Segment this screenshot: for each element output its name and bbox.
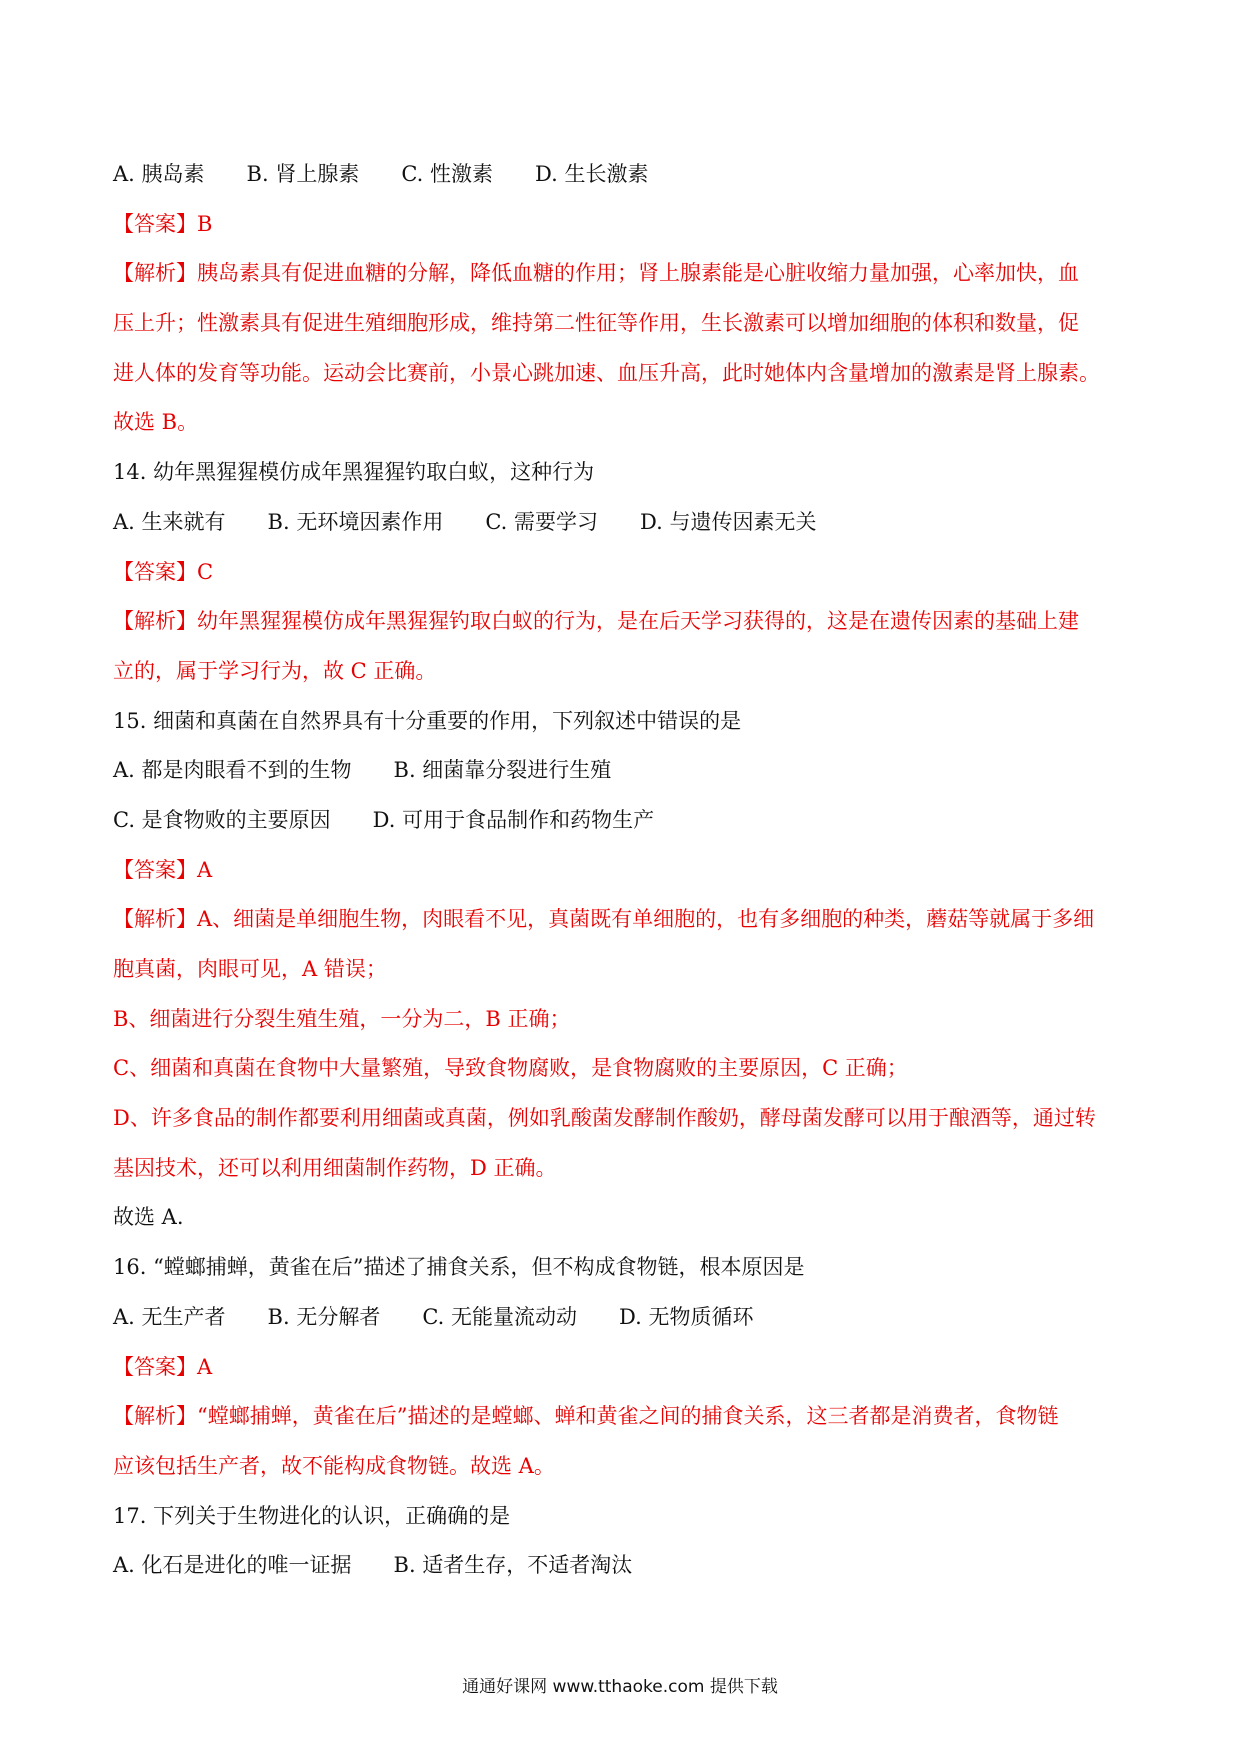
question-line: 15. 细菌和真菌在自然界具有十分重要的作用，下列叙述中错误的是 — [113, 708, 742, 733]
analysis-line: 故选 B。 — [113, 410, 199, 435]
analysis-line: 立的，属于学习行为，故 C 正确。 — [113, 658, 437, 683]
answer-option: B. 细菌靠分裂进行生殖 — [393, 758, 612, 783]
page-footer: 通通好课网 www.tthaoke.com 提供下载 — [462, 1677, 778, 1697]
answer-option: A. 都是肉眼看不到的生物 — [113, 758, 352, 783]
question-line: 16. “螳螂捕蝉，黄雀在后”描述了捕食关系，但不构成食物链，根本原因是 — [113, 1255, 805, 1280]
answer-option: C. 性激素 — [401, 162, 493, 186]
option-row — [113, 1541, 1128, 1591]
answer-option: A. 化石是进化的唯一证据 — [113, 1553, 352, 1578]
answer-option: B. 肾上腺素 — [246, 162, 360, 186]
analysis-line: 基因技术，还可以利用细菌制作药物，D 正确。 — [113, 1155, 557, 1180]
analysis-line: 应该包括生产者，故不能构成食物链。故选 A。 — [113, 1453, 555, 1478]
analysis-line: D、许多食品的制作都要利用细菌或真菌，例如乳酸菌发酵制作酸奶，酵母菌发酵可以用于酿酒等，通过转 — [113, 1106, 1096, 1131]
analysis-line: C、细菌和真菌在食物中大量繁殖，导致食物腐败，是食物腐败的主要原因，C 正确； — [113, 1056, 908, 1081]
answer-option: A. 胰岛素 — [113, 162, 205, 186]
document-body — [113, 150, 1128, 1591]
analysis-line: 【解析】A、细菌是单细胞生物，肉眼看不见，真菌既有单细胞的，也有多细胞的种类，蘑菇等就属于多细 — [113, 907, 1095, 932]
question-line: 14. 幼年黑猩猩模仿成年黑猩猩钓取白蚁，这种行为 — [113, 460, 595, 485]
answer-line: 【答案】C — [113, 559, 214, 584]
answer-option: A. 无生产者 — [113, 1304, 226, 1329]
answer-option: B. 无环境因素作用 — [267, 509, 444, 534]
option-row — [113, 1293, 1128, 1343]
analysis-line: 胞真菌，肉眼可见，A 错误； — [113, 957, 387, 981]
answer-option: C. 需要学习 — [485, 509, 598, 534]
answer-line: 【答案】A — [113, 1354, 213, 1379]
answer-option: D. 可用于食品制作和药物生产 — [372, 807, 655, 832]
option-row — [113, 498, 1128, 548]
answer-option: D. 与遗传因素无关 — [640, 509, 817, 534]
analysis-line: 【解析】胰岛素具有促进血糖的分解，降低血糖的作用；肾上腺素能是心脏收缩力量加强，心率加快，血 — [113, 261, 1079, 286]
option-row — [113, 746, 1128, 796]
answer-option: A. 生来就有 — [113, 509, 226, 534]
option-row — [113, 796, 1128, 846]
analysis-line: B、细菌进行分裂生殖生殖，一分为二，B 正确； — [113, 1006, 571, 1031]
analysis-line: 【解析】“螳螂捕蝉，黄雀在后”描述的是螳螂、蝉和黄雀之间的捕食关系，这三者都是消费者，食物链 — [113, 1404, 1059, 1429]
answer-option: C. 无能量流动动 — [422, 1304, 577, 1329]
question-line: 17. 下列关于生物进化的认识，正确确的是 — [113, 1503, 511, 1528]
answer-line: 【答案】A — [113, 857, 213, 882]
option-row — [113, 150, 1128, 200]
answer-option: D. 生长激素 — [535, 162, 649, 186]
text-line: 故选 A. — [113, 1205, 184, 1230]
analysis-line: 进人体的发育等功能。运动会比赛前，小景心跳加速、血压升高，此时她体内含量增加的激素是肾上腺素。 — [113, 360, 1100, 385]
answer-option: D. 无物质循环 — [619, 1304, 754, 1329]
answer-option: C. 是食物败的主要原因 — [113, 807, 331, 832]
answer-option: B. 适者生存，不适者淘汰 — [393, 1553, 633, 1578]
answer-option: B. 无分解者 — [267, 1304, 381, 1329]
analysis-line: 压上升；性激素具有促进生殖细胞形成，维持第二性征等作用，生长激素可以增加细胞的体积和数量，促 — [113, 311, 1079, 336]
answer-line: 【答案】B — [113, 211, 213, 236]
analysis-line: 【解析】幼年黑猩猩模仿成年黑猩猩钓取白蚁的行为，是在后天学习获得的，这是在遗传因素的基础上建 — [113, 609, 1079, 634]
